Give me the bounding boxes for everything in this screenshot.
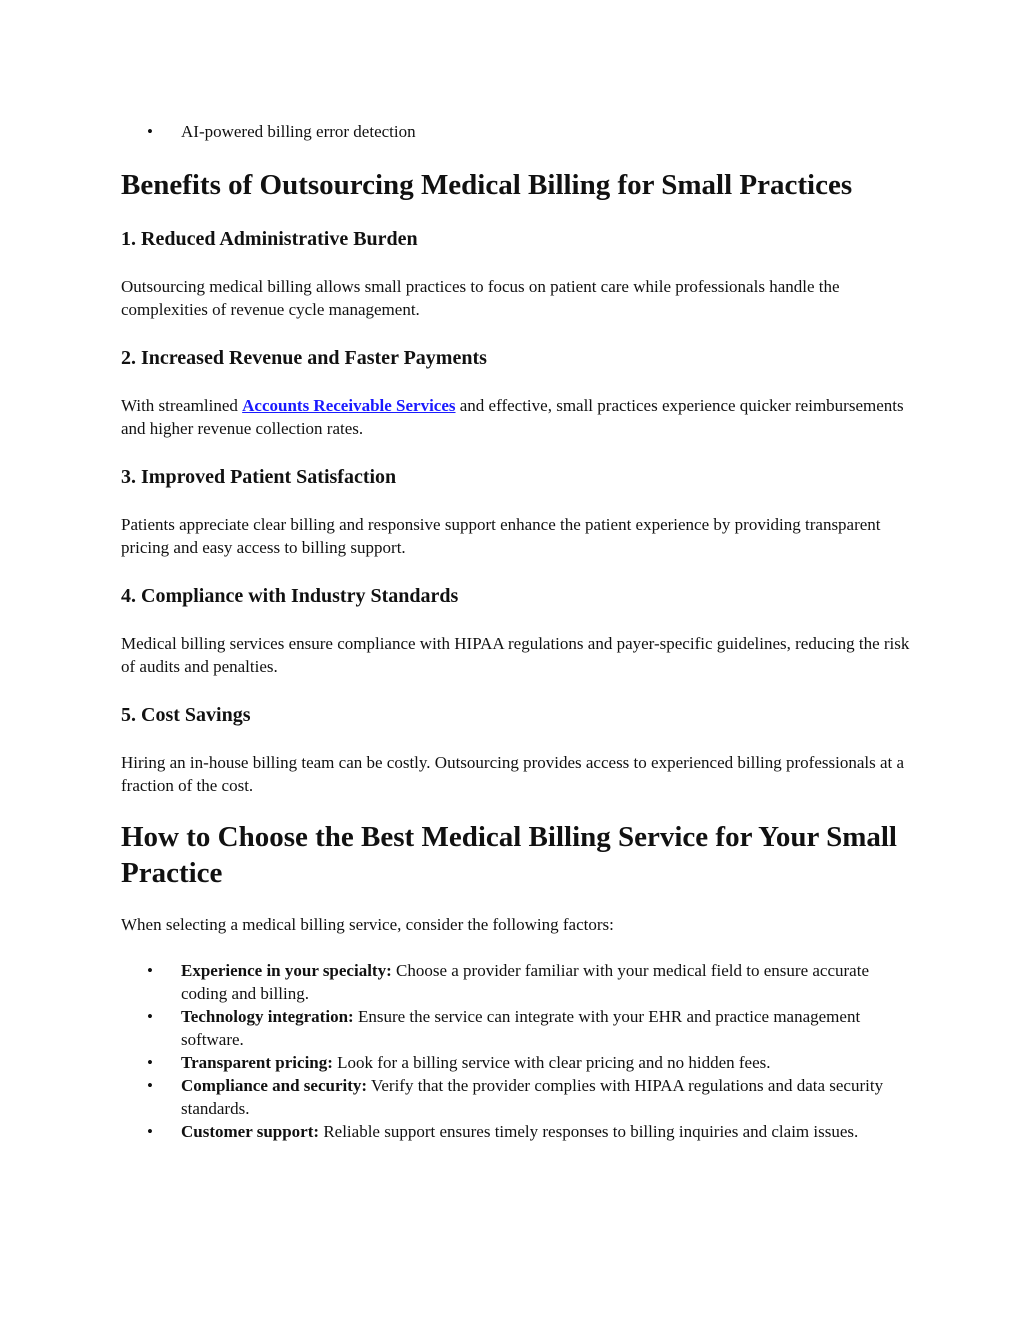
section-body xyxy=(121,394,911,440)
choose-intro: When selecting a medical billing service, consider the following factors: xyxy=(121,915,614,934)
section-title: 2. Increased Revenue and Faster Payments xyxy=(121,347,487,369)
factor-text: Verify that the provider complies with HIPAA regulations and data security standards. xyxy=(181,1076,884,1118)
factor-label: Technology integration: xyxy=(181,1007,354,1026)
section-title: 1. Reduced Administrative Burden xyxy=(121,228,418,250)
list-item xyxy=(121,1051,911,1074)
list-item xyxy=(121,120,911,143)
section-body-end: and effective, small practices experience quicker reimbursements and higher revenue collection rates. xyxy=(121,396,904,438)
section-body: Hiring an in-house billing team can be costly. Outsourcing provides access to experienced billing professionals at a fraction of the cost. xyxy=(121,753,905,795)
factors-list xyxy=(121,959,911,1143)
bullet-icon: • xyxy=(147,1122,153,1141)
factor-label: Customer support: xyxy=(181,1122,320,1141)
section-title: 4. Compliance with Industry Standards xyxy=(121,585,459,607)
bullet-icon: • xyxy=(147,1053,153,1072)
accounts-receivable-link[interactable]: Accounts Receivable Services xyxy=(242,396,456,415)
section-body: Patients appreciate clear billing and responsive support enhance the patient experience by providing transparent pricing and easy access to billing support. xyxy=(121,515,881,557)
bullet-icon: • xyxy=(147,1076,153,1095)
bullet-icon: • xyxy=(147,961,153,980)
factor-text: Look for a billing service with clear pricing and no hidden fees. xyxy=(332,1053,771,1072)
section-body: Outsourcing medical billing allows small practices to focus on patient care while professionals handle the complexities of revenue cycle management. xyxy=(121,277,840,319)
factor-label: Transparent pricing: xyxy=(181,1053,333,1072)
section-body-start: With streamlined xyxy=(121,396,243,415)
factor-label: Compliance and security: xyxy=(181,1076,368,1095)
feature-list xyxy=(121,120,911,143)
section-title: 3. Improved Patient Satisfaction xyxy=(121,466,397,488)
list-item xyxy=(121,1005,911,1051)
bullet-icon: • xyxy=(147,1007,153,1026)
factor-text: Reliable support ensures timely responses to billing inquiries and claim issues. xyxy=(319,1122,859,1141)
bullet-icon: • xyxy=(147,122,153,141)
list-item xyxy=(121,1074,911,1120)
list-item-text: AI-powered billing error detection xyxy=(181,122,416,141)
factor-text: Choose a provider familiar with your medical field to ensure accurate coding and billing. xyxy=(181,961,869,1003)
section-title: 5. Cost Savings xyxy=(121,704,251,726)
factor-text: Ensure the service can integrate with your EHR and practice management software. xyxy=(181,1007,861,1049)
factor-label: Experience in your specialty: xyxy=(181,961,392,980)
list-item xyxy=(121,1120,911,1143)
list-item xyxy=(121,959,911,1005)
choose-heading: How to Choose the Best Medical Billing Service for Your Small Practice xyxy=(121,821,897,889)
section-body: Medical billing services ensure compliance with HIPAA regulations and payer-specific guidelines, reducing the risk of audits and penalties. xyxy=(121,634,910,676)
benefits-heading: Benefits of Outsourcing Medical Billing for Small Practices xyxy=(121,169,853,201)
